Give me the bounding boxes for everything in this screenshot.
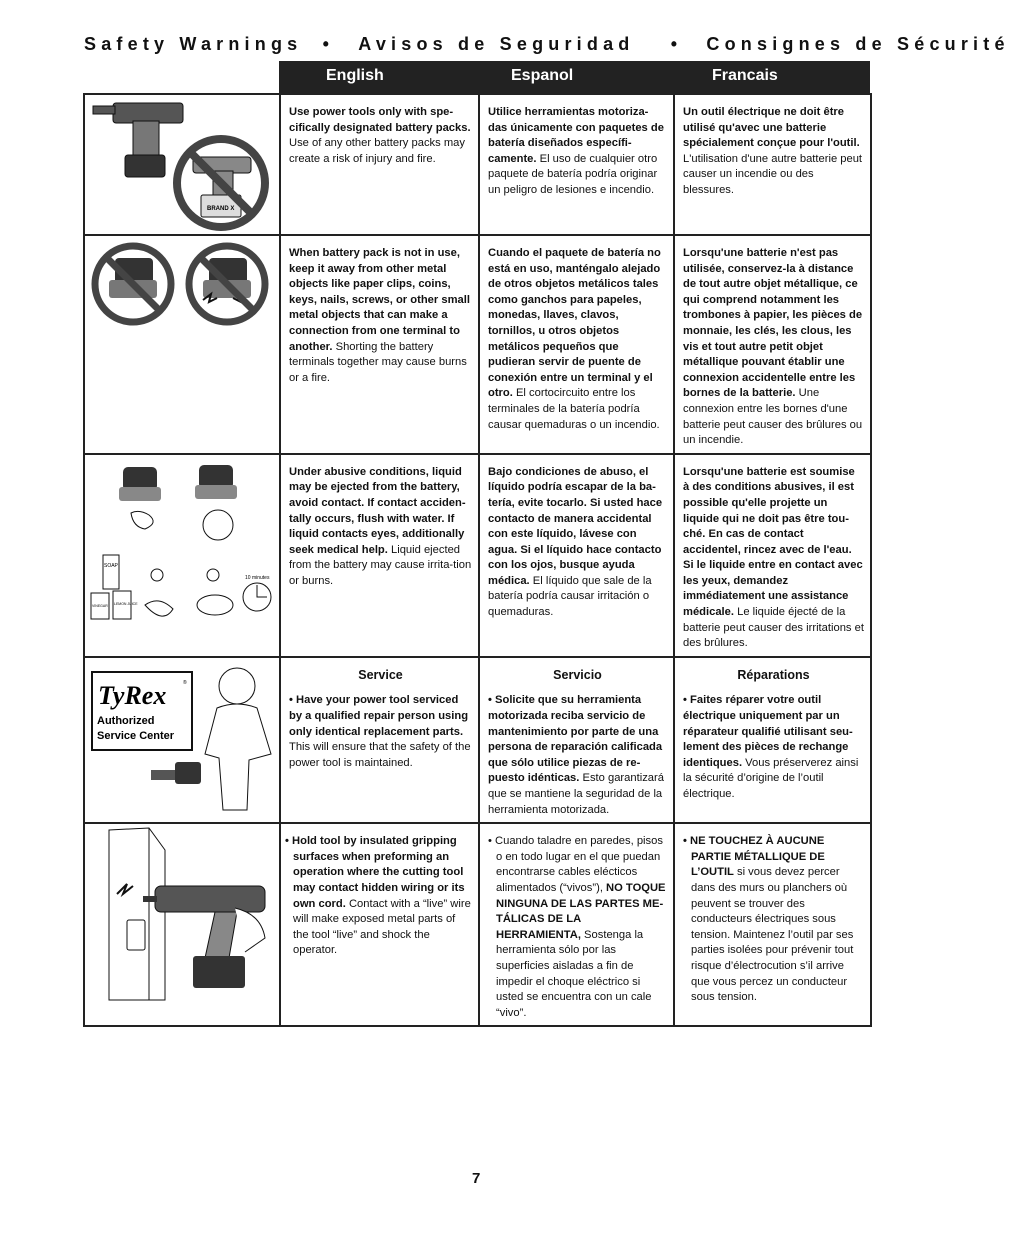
spanish-text: Bajo condiciones de abuso, el líquido podría escapar de la ba-tería, evite tocarlo. Si usted hace contacto de manera accidental con este líquido, lávese con agua. Si el líquido hace contacto con los ojos, busque ayuda médica. El líquido que sale de la batería podría causar irritación o quemaduras.	[479, 454, 674, 657]
title-separator: •	[670, 34, 683, 54]
french-text: Réparations • Faites réparer votre outil électrique uniquement par un réparateur qualifié utilisant seu-lement des pièces de rechange identiques. Vous préserverez ainsi la sécurité d’origine de l’outil électrique.	[674, 657, 871, 823]
french-text: Lorsqu'une batterie n'est pas utilisée, conservez-la à distance de tout autre objet métallique, ce qui comprend notamment les trombones à papier, les pièces de monnaie, les clés, les clous, les vis et tout autre petit objet métallique pouvant établir une connexion accidentelle entre les bornes de la batterie. Une connexion entre les bornes d'une batterie peut causer des brûlures ou un incendie.	[674, 235, 871, 454]
title-french: Consignes de Sécurité	[706, 34, 1010, 54]
table-row	[84, 94, 871, 235]
table-row	[84, 235, 871, 454]
authorized-label: Authorized	[97, 714, 155, 727]
battery-short-illustration	[85, 236, 277, 449]
service-center-label: Service Center	[97, 729, 175, 742]
header-french: Francais	[712, 67, 778, 84]
english-text: Service • Have your power tool serviced by a qualified repair person using only identical replacement parts. This will ensure that the safety of the power tool is maintained.	[280, 657, 479, 823]
tyrex-logo: TyRex	[98, 680, 167, 710]
hidden-wiring-illustration	[85, 824, 277, 1003]
illustration-cell	[84, 823, 280, 1026]
table-row	[84, 657, 871, 823]
service-heading: Service	[358, 667, 403, 682]
spanish-text: Utilice herramientas motoriza-das únicamente con paquetes de batería diseñados específi-camente. El uso de cualquier otro paquete de batería podría originar un peligro de lesiones e incendio.	[479, 94, 674, 235]
vinegar-label: VINEGAR	[92, 603, 108, 608]
title-spanish: Avisos de Seguridad	[358, 34, 635, 54]
trademark-symbol: ®	[183, 679, 187, 686]
reparations-heading: Réparations	[737, 667, 810, 682]
table-row	[84, 823, 871, 1026]
illustration-cell	[84, 94, 280, 235]
english-text: Use power tools only with spe-cifically designated battery packs. Use of any other battery packs may create a risk of injury and fire.	[280, 94, 479, 235]
service-center-illustration	[85, 658, 277, 818]
french-text: Lorsqu'une batterie est soumise à des conditions abusives, il est possible qu'elle projette un liquide qui ne doit pas être tou-ché. En cas de contact accidentel, rincez avec de l'eau. Si le liquide entre en contact avec les yeux, demandez immédiatement une assistance médicale. Le liquide éjecté de la batterie peut causer des irritations et des brûlures.	[674, 454, 871, 657]
table-row	[84, 454, 871, 657]
spanish-text: Cuando el paquete de batería no está en uso, manténgalo alejado de otros objetos metálicos tales como ganchos para papeles, monedas, llaves, clavos, tornillos, u otros objetos metálicos pequeños que pudieran servir de puente de conexión entre un terminal y el otro. El cortocircuito entre los terminales de la batería podría causar quemaduras o un incendio.	[479, 235, 674, 454]
ten-minutes-label: 10 minutes	[245, 574, 270, 581]
title-separator: •	[322, 34, 335, 54]
english-text: Under abusive conditions, liquid may be ejected from the battery, avoid contact. If contact acciden-tally occurs, flush with water. If liquid contacts eyes, additionally seek medical help. Liquid ejected from the battery may cause irrita-tion or burns.	[280, 454, 479, 657]
page-title	[84, 34, 1010, 55]
english-text: When battery pack is not in use, keep it away from other metal objects like paper clips, coins, keys, nails, screws, or other small metal objects that can make a connection from one terminal to another. Shorting the battery terminals together may cause burns or a fire.	[280, 235, 479, 454]
header-spanish: Espanol	[511, 67, 574, 84]
warnings-table	[83, 93, 872, 1027]
lemon-juice-label: LEMON JUICE	[114, 601, 138, 606]
illustration-cell	[84, 454, 280, 657]
illustration-cell	[84, 235, 280, 454]
soap-label: SOAP	[104, 562, 118, 569]
spanish-text: • Cuando taladre en paredes, pisos o en todo lugar en el que puedan encontrarse cables elécticos alimentados (“vivos”), NO TOQUE NINGUNA DE LAS PARTES ME-TÁLICAS DE LA HERRAMIENTA, Sostenga la herramienta sólo por las superficies aisladas a fin de impedir el choque eléctrico si usted se encuentra con un cale “vivo”.	[479, 823, 674, 1026]
english-text: • Hold tool by insulated gripping surfaces when preforming an operation where the cutting tool may contact hidden wiring or its own cord. Contact with a “live” wire will make exposed metal parts of the tool “live” and shock the operator.	[280, 823, 479, 1026]
spanish-text: Servicio • Solicite que su herramienta motorizada reciba servicio de mantenimiento por parte de una persona de reparación calificada que sólo utilice piezas de re-puesto idénticas. Esto garantizará que se mantiene la seguridad de la herramienta motorizada.	[479, 657, 674, 823]
page-number: 7	[472, 1170, 481, 1187]
servicio-heading: Servicio	[553, 667, 602, 682]
french-text: Un outil électrique ne doit être utilisé qu'avec une batterie spécialement conçue pour l'outil. L'utilisation d'une autre batterie peut causer un incendie ou des blessures.	[674, 94, 871, 235]
brand-x-label: BRAND X	[207, 206, 235, 212]
battery-leak-illustration	[85, 455, 277, 643]
language-header	[279, 61, 870, 94]
illustration-cell	[84, 657, 280, 823]
french-text: • NE TOUCHEZ À AUCUNE PARTIE MÉTALLIQUE DE L’OUTIL si vous devez percer dans des murs ou planchers où peuvent se trouver des conducteurs électriques sous tension. Maintenez l’outil par ses parties isolées pour prévenir tout risque d’électrocution s’il arrive que vous percez un conducteur sous tension.	[674, 823, 871, 1026]
header-english: English	[326, 67, 384, 84]
title-english: Safety Warnings	[84, 34, 303, 54]
battery-brand-illustration	[85, 95, 277, 232]
